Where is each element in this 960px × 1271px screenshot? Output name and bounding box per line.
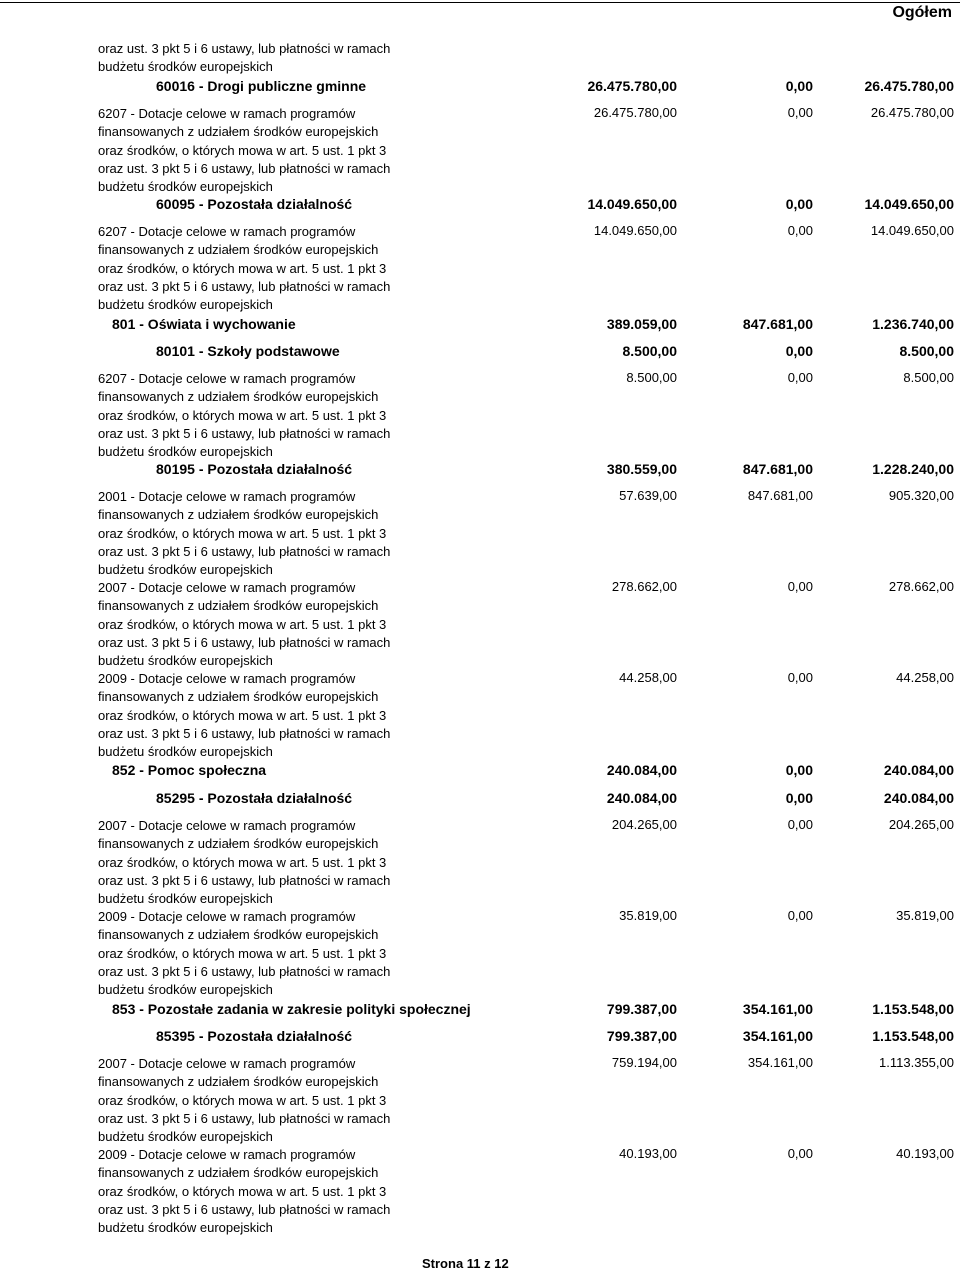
item-description: 2009 - Dotacje celowe w ramach programów finansowanych z udziałem środków europejskich oraz środków, o których mowa w art. 5 ust. 1 pkt 3 oraz ust. 3 pkt 5 i 6 ustawy, lub płatności w ramach budżetu środków europejskich bbox=[98, 1147, 391, 1236]
plan-value: 278.662,00 bbox=[611, 579, 677, 594]
plan-value: 759.194,00 bbox=[611, 1055, 677, 1070]
total-value: 14.049.650,00 bbox=[864, 196, 954, 212]
change-value: 354.161,00 bbox=[742, 1028, 813, 1044]
total-value: 26.475.780,00 bbox=[864, 78, 954, 94]
plan-value: 26.475.780,00 bbox=[587, 78, 677, 94]
total-value: 26.475.780,00 bbox=[870, 105, 954, 120]
total-value: 14.049.650,00 bbox=[870, 223, 954, 238]
total-value: 1.153.548,00 bbox=[872, 1001, 954, 1017]
column-title-total: Ogółem bbox=[892, 4, 952, 21]
plan-value: 8.500,00 bbox=[626, 370, 677, 385]
plan-value: 204.265,00 bbox=[611, 817, 677, 832]
change-value: 354.161,00 bbox=[742, 1001, 813, 1017]
subsection-title: 60016 - Drogi publiczne gminne bbox=[156, 78, 367, 94]
page-number: Strona 11 z 12 bbox=[422, 1256, 509, 1271]
section-title: 853 - Pozostałe zadania w zakresie polityki społecznej bbox=[112, 1001, 471, 1017]
change-value: 0,00 bbox=[785, 762, 813, 778]
item-description: 2007 - Dotacje celowe w ramach programów finansowanych z udziałem środków europejskich oraz środków, o których mowa w art. 5 ust. 1 pkt 3 oraz ust. 3 pkt 5 i 6 ustawy, lub płatności w ramach budżetu środków europejskich bbox=[98, 1056, 391, 1145]
total-value: 240.084,00 bbox=[883, 762, 954, 778]
subsection-title: 80101 - Szkoły podstawowe bbox=[156, 343, 340, 359]
subsection-title: 85295 - Pozostała działalność bbox=[156, 790, 353, 806]
total-value: 204.265,00 bbox=[888, 817, 954, 832]
plan-value: 57.639,00 bbox=[619, 488, 677, 503]
total-value: 1.113.355,00 bbox=[879, 1055, 954, 1070]
change-value: 0,00 bbox=[785, 790, 813, 806]
change-value: 0,00 bbox=[785, 343, 813, 359]
change-value: 847.681,00 bbox=[747, 488, 813, 503]
item-description: 6207 - Dotacje celowe w ramach programów finansowanych z udziałem środków europejskich oraz środków, o których mowa w art. 5 ust. 1 pkt 3 oraz ust. 3 pkt 5 i 6 ustawy, lub płatności w ramach budżetu środków europejskich bbox=[98, 371, 391, 460]
plan-value: 14.049.650,00 bbox=[593, 223, 677, 238]
item-description: 2009 - Dotacje celowe w ramach programów finansowanych z udziałem środków europejskich oraz środków, o których mowa w art. 5 ust. 1 pkt 3 oraz ust. 3 pkt 5 i 6 ustawy, lub płatności w ramach budżetu środków europejskich bbox=[98, 671, 391, 760]
change-value: 0,00 bbox=[785, 196, 813, 212]
total-value: 40.193,00 bbox=[896, 1146, 954, 1161]
plan-value: 240.084,00 bbox=[606, 790, 677, 806]
total-value: 1.228.240,00 bbox=[872, 461, 954, 477]
total-value: 8.500,00 bbox=[899, 343, 954, 359]
total-value: 1.236.740,00 bbox=[872, 316, 954, 332]
plan-value: 799.387,00 bbox=[606, 1028, 677, 1044]
item-description: 6207 - Dotacje celowe w ramach programów finansowanych z udziałem środków europejskich oraz środków, o których mowa w art. 5 ust. 1 pkt 3 oraz ust. 3 pkt 5 i 6 ustawy, lub płatności w ramach budżetu środków europejskich bbox=[98, 224, 391, 313]
plan-value: 40.193,00 bbox=[619, 1146, 677, 1161]
total-value: 278.662,00 bbox=[888, 579, 954, 594]
header-rule bbox=[0, 2, 960, 3]
subsection-title: 60095 - Pozostała działalność bbox=[156, 196, 353, 212]
total-value: 905.320,00 bbox=[888, 488, 954, 503]
change-value: 0,00 bbox=[787, 1146, 813, 1161]
change-value: 0,00 bbox=[787, 370, 813, 385]
change-value: 0,00 bbox=[785, 78, 813, 94]
item-description: 6207 - Dotacje celowe w ramach programów finansowanych z udziałem środków europejskich oraz środków, o których mowa w art. 5 ust. 1 pkt 3 oraz ust. 3 pkt 5 i 6 ustawy, lub płatności w ramach budżetu środków europejskich bbox=[98, 106, 391, 195]
subsection-title: 85395 - Pozostała działalność bbox=[156, 1028, 353, 1044]
plan-value: 44.258,00 bbox=[619, 670, 677, 685]
total-value: 8.500,00 bbox=[903, 370, 954, 385]
change-value: 847.681,00 bbox=[742, 461, 813, 477]
change-value: 0,00 bbox=[787, 223, 813, 238]
plan-value: 389.059,00 bbox=[606, 316, 677, 332]
section-title: 801 - Oświata i wychowanie bbox=[112, 316, 296, 332]
top-fragment-text: oraz ust. 3 pkt 5 i 6 ustawy, lub płatności w ramach budżetu środków europejskich bbox=[98, 41, 391, 75]
plan-value: 8.500,00 bbox=[622, 343, 677, 359]
total-value: 1.153.548,00 bbox=[872, 1028, 954, 1044]
plan-value: 799.387,00 bbox=[606, 1001, 677, 1017]
plan-value: 14.049.650,00 bbox=[587, 196, 677, 212]
item-description: 2007 - Dotacje celowe w ramach programów finansowanych z udziałem środków europejskich oraz środków, o których mowa w art. 5 ust. 1 pkt 3 oraz ust. 3 pkt 5 i 6 ustawy, lub płatności w ramach budżetu środków europejskich bbox=[98, 818, 391, 907]
plan-value: 240.084,00 bbox=[606, 762, 677, 778]
change-value: 0,00 bbox=[787, 670, 813, 685]
item-description: 2009 - Dotacje celowe w ramach programów finansowanych z udziałem środków europejskich oraz środków, o których mowa w art. 5 ust. 1 pkt 3 oraz ust. 3 pkt 5 i 6 ustawy, lub płatności w ramach budżetu środków europejskich bbox=[98, 909, 391, 998]
change-value: 847.681,00 bbox=[742, 316, 813, 332]
plan-value: 26.475.780,00 bbox=[593, 105, 677, 120]
plan-value: 380.559,00 bbox=[606, 461, 677, 477]
item-description: 2007 - Dotacje celowe w ramach programów finansowanych z udziałem środków europejskich oraz środków, o których mowa w art. 5 ust. 1 pkt 3 oraz ust. 3 pkt 5 i 6 ustawy, lub płatności w ramach budżetu środków europejskich bbox=[98, 580, 391, 669]
item-description: 2001 - Dotacje celowe w ramach programów finansowanych z udziałem środków europejskich oraz środków, o których mowa w art. 5 ust. 1 pkt 3 oraz ust. 3 pkt 5 i 6 ustawy, lub płatności w ramach budżetu środków europejskich bbox=[98, 489, 391, 578]
change-value: 0,00 bbox=[787, 908, 813, 923]
change-value: 354.161,00 bbox=[747, 1055, 813, 1070]
total-value: 44.258,00 bbox=[896, 670, 954, 685]
section-title: 852 - Pomoc społeczna bbox=[112, 762, 267, 778]
plan-value: 35.819,00 bbox=[619, 908, 677, 923]
subsection-title: 80195 - Pozostała działalność bbox=[156, 461, 353, 477]
change-value: 0,00 bbox=[787, 105, 813, 120]
total-value: 35.819,00 bbox=[896, 908, 954, 923]
change-value: 0,00 bbox=[787, 817, 813, 832]
change-value: 0,00 bbox=[787, 579, 813, 594]
total-value: 240.084,00 bbox=[883, 790, 954, 806]
